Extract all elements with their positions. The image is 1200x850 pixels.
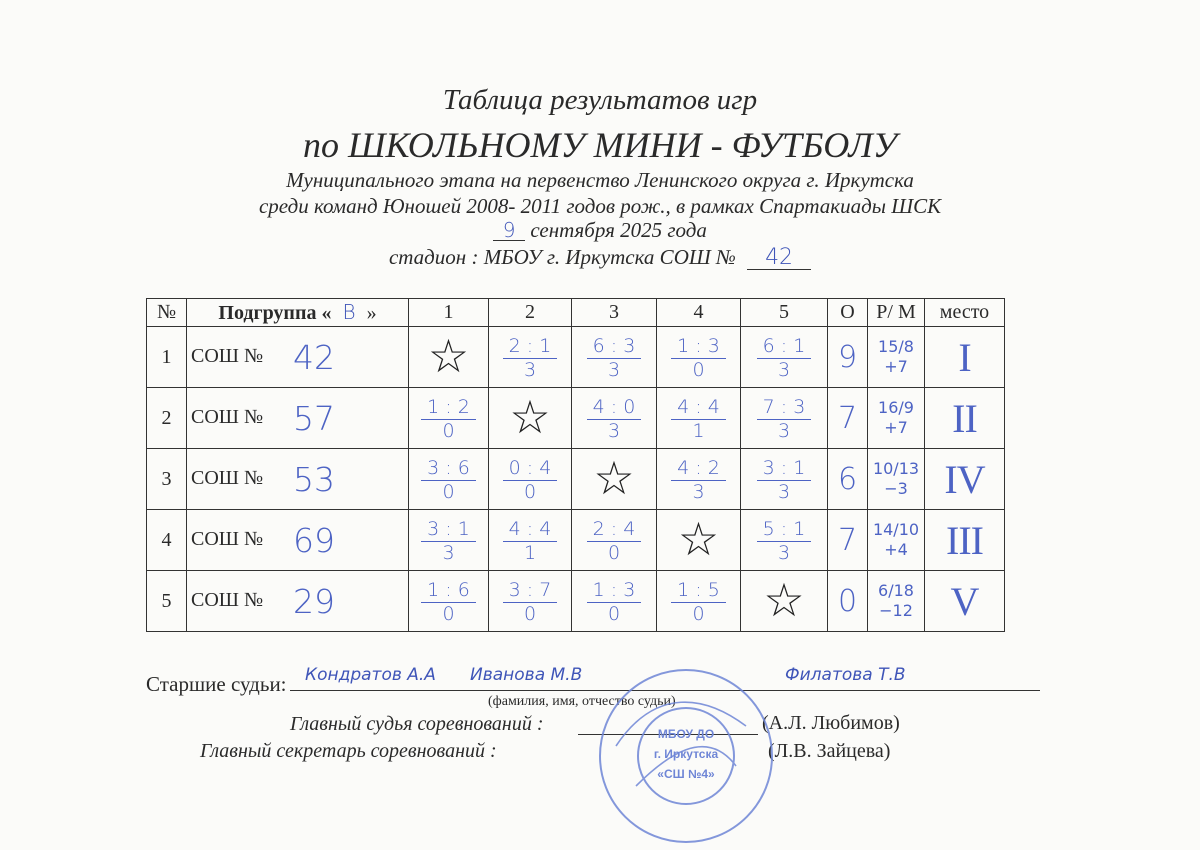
goal-difference: −3 <box>884 479 908 498</box>
match-score: 4 : 4 <box>671 398 726 420</box>
match-score: 1 : 5 <box>671 581 726 603</box>
points-cell <box>828 327 868 388</box>
total-points: 6 <box>837 461 858 497</box>
match-score: 3 : 1 <box>757 459 812 481</box>
self-match-cell <box>657 510 741 571</box>
match-cell <box>489 449 572 510</box>
stadium-number: 42 <box>747 247 811 270</box>
row-number: 4 <box>147 510 187 571</box>
chief-secretary-label: Главный секретарь соревнований : <box>200 740 497 762</box>
match-cell <box>572 327 657 388</box>
match-cell <box>489 327 572 388</box>
match-points: 0 <box>607 541 621 564</box>
school-label: СОШ № <box>191 527 264 550</box>
match-points: 3 <box>692 480 705 503</box>
judges-hint: (фамилия, имя, отчество судьи) <box>488 694 676 709</box>
points-cell <box>828 510 868 571</box>
row-number: 3 <box>147 449 187 510</box>
match-score: 6 : 3 <box>587 337 642 359</box>
match-cell <box>409 510 489 571</box>
match-cell <box>657 449 741 510</box>
match-result <box>587 334 642 381</box>
match-result <box>421 517 476 564</box>
table-header-row <box>147 299 1005 327</box>
match-points: 0 <box>692 602 705 625</box>
match-result <box>421 578 476 625</box>
team-cell <box>187 510 409 571</box>
star-icon: ☆ <box>763 575 805 626</box>
senior-judges-label: Старшие судьи: <box>146 672 287 696</box>
match-score: 2 : 1 <box>503 337 558 359</box>
match-points: 1 <box>523 541 537 564</box>
match-score: 6 : 1 <box>757 337 812 359</box>
team-number: 29 <box>293 581 336 621</box>
match-score: 3 : 7 <box>503 581 558 603</box>
team-number: 53 <box>293 459 336 499</box>
title-line-1: Таблица результатов игр <box>442 84 758 116</box>
match-points: 3 <box>607 419 621 442</box>
goals-cell <box>868 571 925 632</box>
match-cell <box>572 571 657 632</box>
match-points: 0 <box>692 358 705 381</box>
match-result <box>757 395 812 442</box>
match-cell <box>409 571 489 632</box>
subtitle-line-1: Муниципального этапа на первенство Ленинского округа г. Иркутска <box>286 168 914 192</box>
school-label: СОШ № <box>191 405 264 428</box>
points-cell <box>828 571 868 632</box>
match-result <box>421 456 476 503</box>
goals-ratio: 15/8 <box>878 337 914 356</box>
table-row <box>147 571 1005 632</box>
team-number: 69 <box>293 520 336 560</box>
star-icon: ☆ <box>593 453 635 504</box>
match-cell <box>741 327 828 388</box>
match-points: 1 <box>692 419 705 442</box>
table-row <box>147 327 1005 388</box>
total-points: 9 <box>837 339 858 375</box>
place-roman: II <box>952 395 977 441</box>
stamp-line-1: МБОУ ДО <box>657 727 715 741</box>
match-score: 2 : 4 <box>587 520 642 542</box>
title-line-2: по ШКОЛЬНОМУ МИНИ - ФУТБОЛУ <box>302 125 898 165</box>
results-table <box>146 298 1005 632</box>
col-group <box>187 299 409 327</box>
self-match-cell <box>489 388 572 449</box>
chief-secretary-name: (Л.В. Зайцева) <box>768 740 891 762</box>
col-group-prefix: Подгруппа « <box>218 302 332 324</box>
match-cell <box>657 571 741 632</box>
points-cell <box>828 388 868 449</box>
goals-cell <box>868 327 925 388</box>
match-result <box>757 334 812 381</box>
place-cell <box>925 449 1005 510</box>
judge-2: Иванова М.В <box>470 665 583 685</box>
school-label: СОШ № <box>191 466 264 489</box>
match-result <box>671 334 726 381</box>
date-rest: сентября 2025 года <box>530 218 707 242</box>
goal-difference: +4 <box>884 540 908 559</box>
place-cell <box>925 510 1005 571</box>
goals-ratio: 14/10 <box>872 520 920 539</box>
match-score: 1 : 2 <box>421 398 476 420</box>
match-cell <box>741 510 828 571</box>
match-score: 3 : 6 <box>421 459 476 481</box>
col-2: 2 <box>489 299 572 327</box>
judge-3: Филатова Т.В <box>785 665 906 685</box>
match-score: 1 : 3 <box>671 337 726 359</box>
match-points: 0 <box>442 480 455 503</box>
match-points: 3 <box>607 358 621 381</box>
team-number: 42 <box>293 337 336 377</box>
match-score: 0 : 4 <box>503 459 558 481</box>
goals-cell <box>868 449 925 510</box>
match-result <box>587 517 642 564</box>
place-roman: IV <box>944 456 985 502</box>
star-icon: ☆ <box>427 331 470 382</box>
match-result <box>421 395 476 442</box>
match-score: 4 : 4 <box>503 520 558 542</box>
team-number: 57 <box>293 398 336 438</box>
match-result <box>671 456 726 503</box>
match-score: 5 : 1 <box>757 520 812 542</box>
organization-stamp <box>596 666 776 846</box>
col-3: 3 <box>572 299 657 327</box>
total-points: 7 <box>837 522 858 558</box>
match-points: 3 <box>777 541 791 564</box>
col-points: О <box>828 299 868 327</box>
match-result <box>503 578 558 625</box>
self-match-cell <box>409 327 489 388</box>
match-points: 0 <box>607 602 621 625</box>
school-label: СОШ № <box>191 588 264 611</box>
chief-judge-label: Главный судья соревнований : <box>290 713 544 735</box>
match-cell <box>409 449 489 510</box>
stamp-line-2: г. Иркутска <box>653 747 719 761</box>
row-number: 1 <box>147 327 187 388</box>
match-points: 3 <box>777 419 791 442</box>
judge-1: Кондратов А.А <box>305 665 436 685</box>
self-match-cell <box>741 571 828 632</box>
match-points: 3 <box>777 480 791 503</box>
stadium-label: стадион : МБОУ г. Иркутска СОШ № <box>388 245 736 269</box>
goals-ratio: 10/13 <box>872 459 920 478</box>
self-match-cell <box>572 449 657 510</box>
goal-difference: −12 <box>879 601 913 620</box>
match-score: 3 : 1 <box>421 520 476 542</box>
place-cell <box>925 571 1005 632</box>
school-label: СОШ № <box>191 344 264 367</box>
team-cell <box>187 388 409 449</box>
col-goals: Р/ М <box>868 299 925 327</box>
match-result <box>671 395 726 442</box>
match-cell <box>489 510 572 571</box>
total-points: 7 <box>837 400 858 436</box>
team-cell <box>187 327 409 388</box>
match-result <box>757 517 812 564</box>
subtitle-line-2: среди команд Юношей 2008- 2011 годов рож., в рамках Спартакиады ШСК <box>258 194 942 218</box>
goal-difference: +7 <box>884 418 908 437</box>
date-day: 9 <box>493 220 525 241</box>
table-row <box>147 510 1005 571</box>
match-score: 4 : 0 <box>587 398 642 420</box>
place-cell <box>925 327 1005 388</box>
col-number: № <box>147 299 187 327</box>
goals-cell <box>868 510 925 571</box>
match-result <box>503 456 558 503</box>
match-cell <box>489 571 572 632</box>
stadium-line <box>0 245 1200 270</box>
match-result <box>671 578 726 625</box>
match-points: 3 <box>523 358 537 381</box>
place-roman: V <box>950 578 979 624</box>
match-result <box>587 395 642 442</box>
date-line <box>0 218 1200 243</box>
star-icon: ☆ <box>509 392 551 443</box>
match-points: 0 <box>442 602 455 625</box>
match-cell <box>657 327 741 388</box>
col-1: 1 <box>409 299 489 327</box>
match-result <box>587 578 642 625</box>
match-result <box>503 334 558 381</box>
goal-difference: +7 <box>884 357 908 376</box>
goals-ratio: 6/18 <box>878 581 914 600</box>
goals-cell <box>868 388 925 449</box>
col-group-suffix: » <box>366 302 377 324</box>
total-points: 0 <box>837 583 858 619</box>
match-score: 1 : 3 <box>587 581 642 603</box>
match-points: 0 <box>442 419 455 442</box>
match-points: 3 <box>777 358 791 381</box>
match-cell <box>409 388 489 449</box>
col-4: 4 <box>657 299 741 327</box>
points-cell <box>828 449 868 510</box>
row-number: 5 <box>147 571 187 632</box>
col-place: место <box>925 299 1005 327</box>
place-roman: III <box>946 517 983 563</box>
match-points: 0 <box>523 602 537 625</box>
stamp-line-3: «СШ №4» <box>657 767 715 781</box>
match-cell <box>741 388 828 449</box>
table-row <box>147 388 1005 449</box>
row-number: 2 <box>147 388 187 449</box>
chief-judge-name: (А.Л. Любимов) <box>762 712 900 734</box>
table-row <box>147 449 1005 510</box>
match-cell <box>572 510 657 571</box>
team-cell <box>187 571 409 632</box>
match-points: 3 <box>442 541 455 564</box>
match-cell <box>657 388 741 449</box>
match-cell <box>572 388 657 449</box>
match-score: 4 : 2 <box>671 459 726 481</box>
match-score: 7 : 3 <box>757 398 812 420</box>
match-cell <box>741 449 828 510</box>
col-5: 5 <box>741 299 828 327</box>
match-score: 1 : 6 <box>421 581 476 603</box>
place-cell <box>925 388 1005 449</box>
match-result <box>503 517 558 564</box>
team-cell <box>187 449 409 510</box>
match-result <box>757 456 812 503</box>
goals-ratio: 16/9 <box>878 398 914 417</box>
place-roman: I <box>958 334 971 380</box>
star-icon: ☆ <box>677 514 720 565</box>
match-points: 0 <box>523 480 537 503</box>
group-letter: В <box>342 300 356 324</box>
